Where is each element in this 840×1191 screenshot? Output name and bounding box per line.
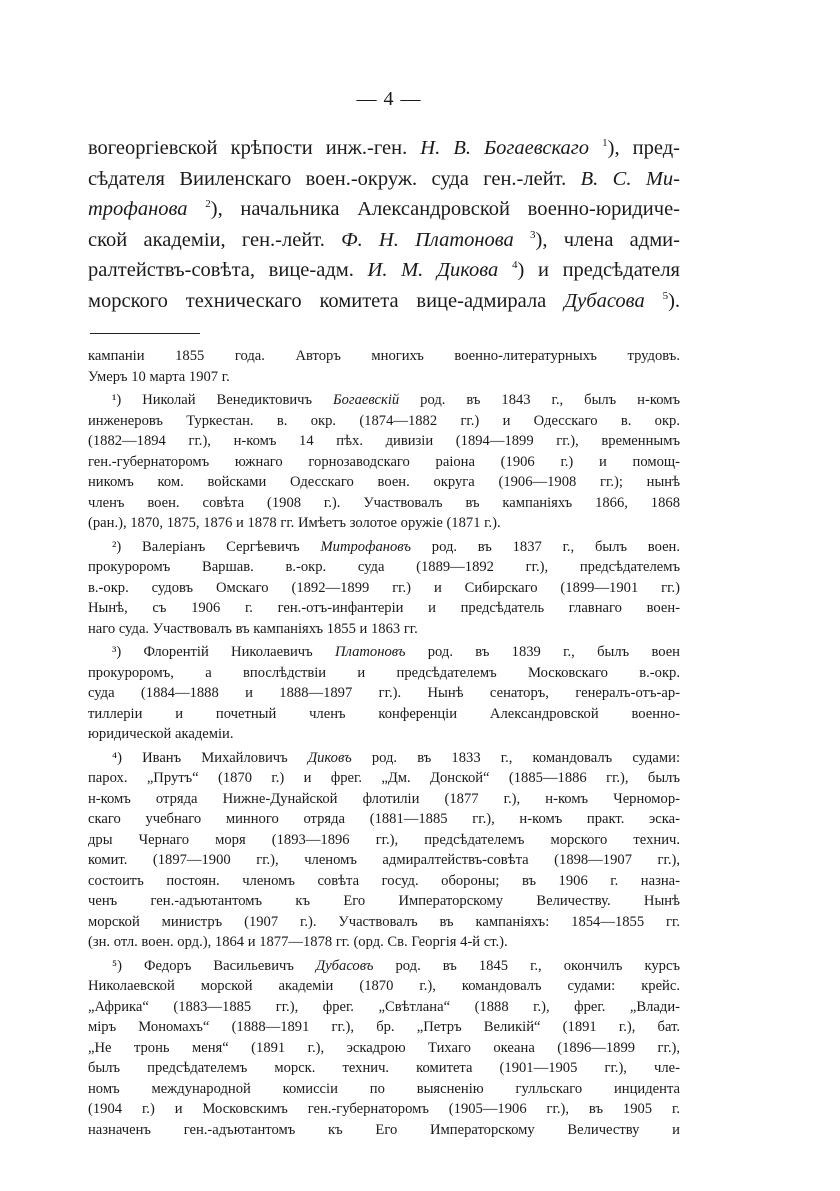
person-name: И. М. Дикова [367, 259, 499, 281]
footnote-3: ³) Флорентій Николаевичъ Платоновъ род. въ 1839 г., былъ воен прокуроромъ, а впослѣдствіи и предсѣдателемъ Московскаго в.-окр. суда (1884—1888 и 1888—1897 гг.). Нынѣ сенаторъ, генералъ-отъ-ар- тиллеріи и почетный членъ конференціи Александровской военно- юридической академіи. [88, 644, 680, 742]
person-name: Дубасова [564, 289, 645, 312]
footnote-1: ¹) Николай Венедиктовичъ Богаевскій род. въ 1843 г., былъ н-комъ инженеровъ Туркестан. в. окр. (1874—1882 гг.) и Одесскаго в. окр. (1882—1894 гг.), н-комъ 14 пѣх. дивизіи (1894—1899 гг.), временнымъ ген.-губернаторомъ южнаго горнозаводскаго раіона (1906 г.) и помощ- никомъ ком. войсками Одесскаго воен. округа (1906—1908 гг.); нынѣ членъ воен. совѣта (1908 г.). Участвовалъ въ кампаніяхъ 1866, 1868 (ран.), 1870, 1875, 1876 и 1878 гг. Имѣетъ золотое оружіе (1871 г.). [88, 392, 681, 531]
footnote-ref: 5 [662, 289, 669, 302]
footnote-5: ⁵) Федоръ Васильевичъ Дубасовъ род. въ 1845 г., окончилъ курсъ Николаевской морской академіи (1870 г.), командовалъ судами: крейс. „Африка“ (1883—1885 гг.), фрег. „Свѣтлана“ (1888 г.), фрег. „Влади- міръ Мономахъ“ (1888—1891 гг.), бр. „Петръ Великій“ (1891 г.), бат. „Не тронь меня“ (1891 г.), эскадрою Тихаго океана (1896—1899 гг.), былъ предсѣдателемъ морск. технич. комитета (1901—1905 гг.), чле- номъ международной комиссіи по выясненію гулльскаго инцидента (1904 г.) и Московскимъ ген.-губернаторомъ (1905—1906 гг.), въ 1905 г. назначенъ ген.-адъютантомъ къ Его Императорскому Величеству и [88, 957, 680, 1138]
footnote-marker: ⁴) [112, 749, 122, 766]
person-name: Платоновъ [334, 644, 406, 660]
person-name: Диковъ [307, 749, 352, 766]
person-name: Богаевскій [333, 392, 400, 408]
footnote-4: ⁴) Иванъ Михайловичъ Диковъ род. въ 1833 г., командовалъ судами: парох. „Прутъ“ (1870 г.) и фрег. „Дм. Донской“ (1885—1886 гг.), былъ н-комъ отряда Нижне-Дунайской флотиліи (1877 г.), н-комъ Черномор- скаго учебнаго минного отряда (1881—1885 гг.), н-комъ практ. эска- дры Чернаго моря (1893—1896 гг.), предсѣдателемъ морского технич. комит. (1897—1900 гг.), членомъ адмиралтействъ-совѣта (1898—1907 гг.), состоитъ постоян. членомъ совѣта госуд. обороны; въ 1906 г. назна- ченъ ген.-адъютантомъ къ Его Императорскому Величеству. Нынѣ морской министръ (1907 г.). Участвовалъ въ кампаніяхъ: 1854—1855 гг. (зн. отл. воен. орд.), 1864 и 1877—1878 гг. (орд. Св. Георгія 4-й ст.). [88, 749, 680, 950]
footnote-ref: 4 [511, 259, 518, 272]
main-line: ской академіи, ген.-лейт. Ф. Н. Платонова $^3$), члена адми- [88, 228, 680, 251]
person-name: Н. В. Богаевскаго [420, 137, 590, 159]
footnote-2: ²) Валеріанъ Сергѣевичъ Митрофановъ род. въ 1837 г., былъ воен. прокуроромъ Варшав. в.-окр. суда (1889—1892 гг.), предсѣдателемъ в.-окр. судовъ Омскаго (1892—1899 гг.) и Сибирскаго (1899—1901 гг.) Нынѣ, съ 1906 г. ген.-отъ-инфантеріи и предсѣдатель главнаго воен- наго суда. Участвовалъ въ кампаніяхъ 1855 и 1863 гг. [88, 538, 681, 637]
footnote-marker: ⁵) [112, 957, 122, 974]
footnote-marker: ³) [112, 644, 122, 660]
footnote-ref: 3 [530, 228, 536, 241]
footnote-separator [90, 333, 200, 334]
page-number: — 4 — [356, 88, 422, 110]
footnote-marker: ¹) [112, 392, 122, 408]
person-name: Митрофановъ [320, 538, 411, 555]
main-line: морского техническаго комитета вице-адмирала Дубасова $^5$). [88, 289, 681, 312]
person-name: трофанова [88, 198, 188, 220]
main-paragraph [88, 133, 680, 316]
person-name: Дубасовъ [315, 957, 374, 974]
footnote-ref: 2 [205, 198, 211, 211]
person-name: В. С. Ми- [580, 167, 680, 190]
person-name: Ф. Н. Платонова [341, 228, 514, 251]
footnote-ref: 1 [602, 137, 608, 150]
main-line: ралтействъ-совѣта, вице-адм. И. М. Дикова $^4$) и предсѣдателя [88, 259, 680, 281]
main-line: вогеоргіевской крѣпости инж.-ген. Н. В. Богаевскаго $^1$), пред- [88, 137, 680, 159]
main-line: трофанова $^2$), начальника Александровской военно-юридиче- [88, 198, 681, 220]
document-page [88, 88, 680, 1143]
footnote-marker: ²) [112, 538, 122, 555]
footnotes [88, 346, 680, 1140]
footnote-continuation: кампаніи 1855 года. Авторъ многихъ военно-литературныхъ трудовъ. Умеръ 10 марта 1907 г. [88, 348, 680, 385]
main-line: сѣдателя Вииленскаго воен.-окруж. суда ген.-лейт. В. С. Ми- [88, 167, 680, 190]
